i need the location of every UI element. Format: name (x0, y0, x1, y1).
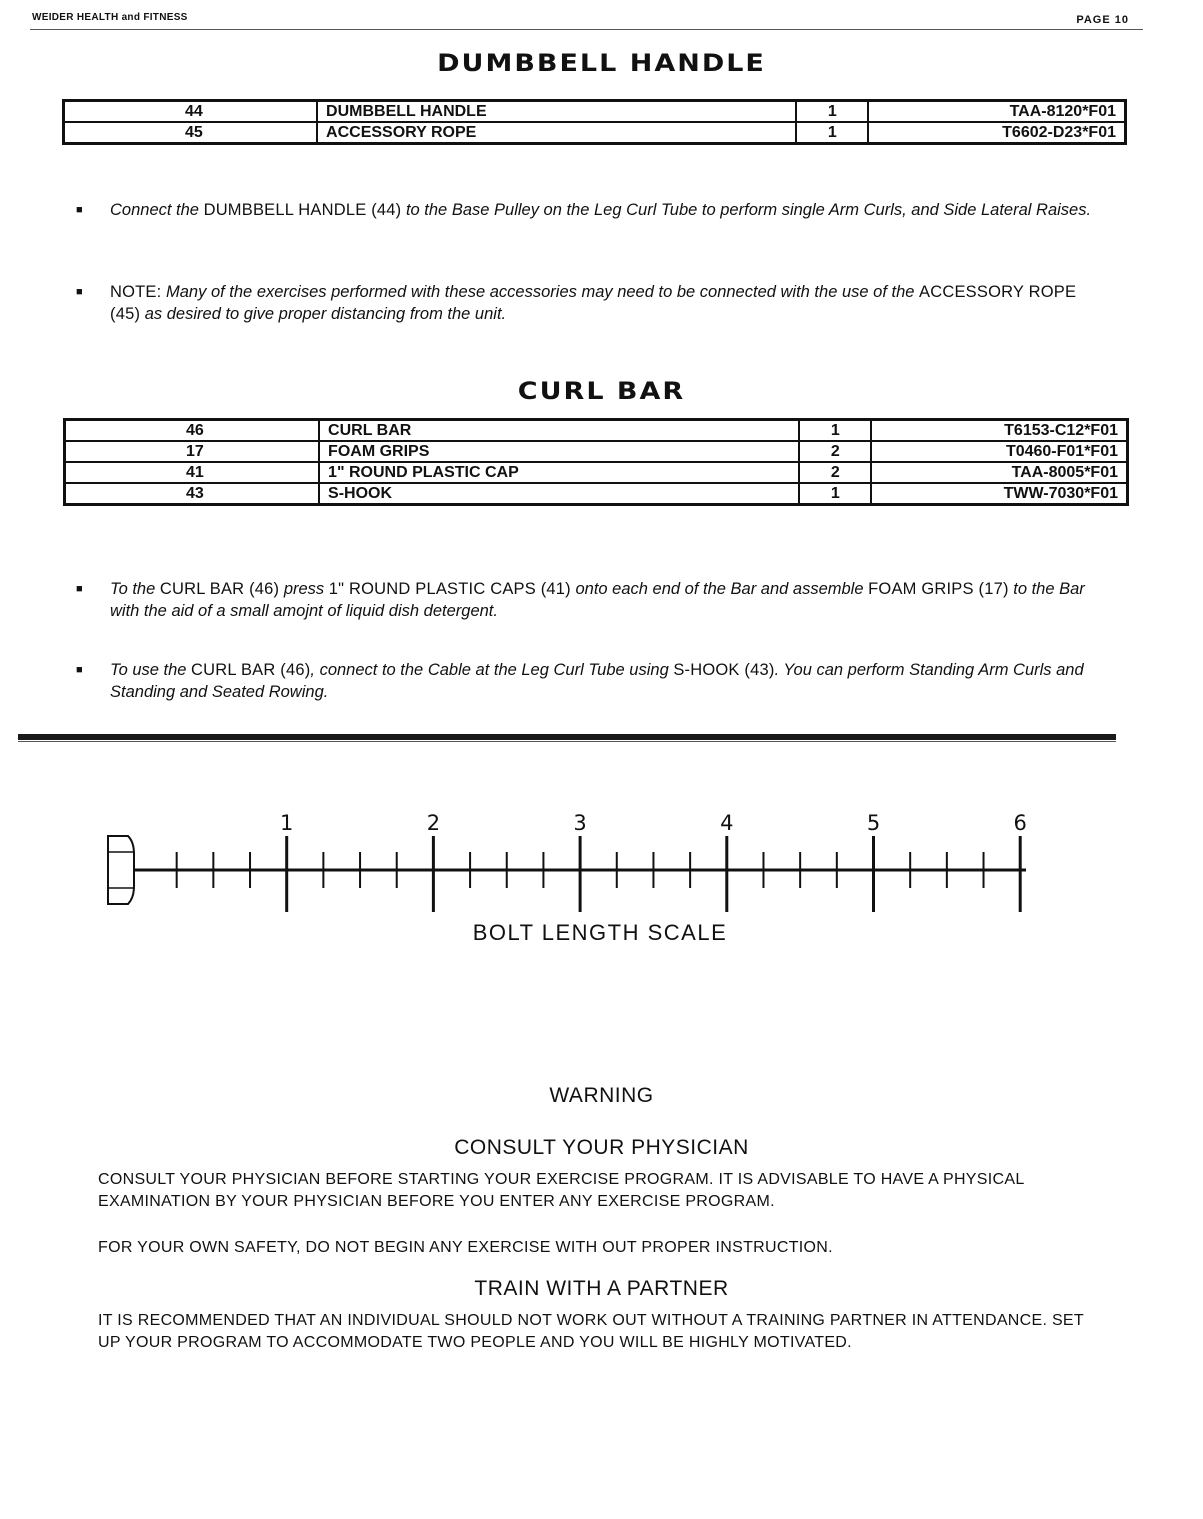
bullet-icon: ■ (76, 204, 83, 216)
instruction-text: , connect to the Cable at the Leg Curl Tube using (310, 661, 669, 679)
instruction-text: to the Bar with the aid of a small amojnt of liquid dish detergent. (110, 580, 1085, 620)
part-qty-cell: 1 (796, 101, 868, 123)
table-row (64, 122, 1126, 144)
part-qty-cell: 2 (799, 441, 871, 462)
part-code-cell: TAA-8120*F01 (868, 101, 1125, 123)
instruction-part-ref: CURL BAR (46) (191, 661, 311, 679)
dumbbell-instruction-1 (76, 199, 1110, 221)
note-label: NOTE: (110, 283, 162, 301)
dumbbell-instruction-2 (76, 281, 1110, 325)
instruction-part-ref: DUMBBELL HANDLE (44) (203, 201, 402, 219)
instruction-part-ref: CURL BAR (46) (159, 580, 280, 598)
table-row (64, 101, 1126, 123)
inch-label: 6 (1013, 811, 1027, 835)
table-row (65, 420, 1128, 442)
table-row (65, 462, 1128, 483)
consult-physician-heading: CONSULT YOUR PHYSICIAN (454, 1136, 749, 1159)
part-name-cell: FOAM GRIPS (319, 441, 799, 462)
instruction-text: Connect the (110, 201, 199, 219)
part-name-cell: 1" ROUND PLASTIC CAP (319, 462, 799, 483)
part-number-cell: 43 (65, 483, 320, 505)
part-name-cell: ACCESSORY ROPE (317, 122, 796, 144)
part-number-cell: 44 (64, 101, 318, 123)
header-page-number: PAGE 10 (1076, 14, 1129, 26)
instruction-part-ref: S-HOOK (43) (673, 661, 775, 679)
inch-label: 2 (426, 811, 441, 835)
part-name-cell: CURL BAR (319, 420, 799, 442)
bolt-scale-label: BOLT LENGTH SCALE (472, 920, 728, 945)
instruction-part-ref: FOAM GRIPS (17) (868, 580, 1009, 598)
section-divider (18, 734, 1116, 740)
part-name-cell: S-HOOK (319, 483, 799, 505)
curlbar-parts-table (63, 418, 1129, 506)
instruction-part-ref: 1" ROUND PLASTIC CAPS (41) (328, 580, 571, 598)
bolt-head-icon (108, 836, 134, 904)
part-code-cell: T6602-D23*F01 (868, 122, 1125, 144)
inch-label: 5 (866, 811, 881, 835)
warning-title: WARNING (549, 1084, 654, 1107)
instruction-text: onto each end of the Bar and assemble (575, 580, 864, 598)
bullet-icon: ■ (76, 664, 83, 676)
instruction-text: Many of the exercises performed with these accessories may need to be connected with the use of the (166, 283, 915, 301)
curlbar-instruction-2 (76, 659, 1110, 703)
instruction-text: To the (110, 580, 156, 598)
consult-physician-paragraph: CONSULT YOUR PHYSICIAN BEFORE STARTING YOUR EXERCISE PROGRAM. IT IS ADVISABLE TO HAVE A PHYSICAL EXAMINATION BY YOUR PHYSICIAN BEFORE YOU ENTER ANY EXERCISE PROGRAM. (98, 1171, 1024, 1210)
instruction-text: . You can perform Standing Arm Curls and Standing and Seated Rowing. (110, 661, 1084, 701)
inch-label: 1 (280, 811, 294, 835)
header-rule (30, 29, 1143, 30)
header-company: WEIDER HEALTH and FITNESS (32, 12, 188, 23)
part-name-cell: DUMBBELL HANDLE (317, 101, 796, 123)
table-row (65, 483, 1128, 505)
dumbbell-parts-table (62, 99, 1127, 145)
safety-paragraph: FOR YOUR OWN SAFETY, DO NOT BEGIN ANY EXERCISE WITH OUT PROPER INSTRUCTION. (98, 1239, 833, 1256)
train-partner-heading: TRAIN WITH A PARTNER (474, 1277, 729, 1300)
part-code-cell: T6153-C12*F01 (871, 420, 1127, 442)
part-qty-cell: 1 (799, 420, 871, 442)
part-qty-cell: 1 (796, 122, 868, 144)
part-number-cell: 17 (65, 441, 320, 462)
curlbar-section-title: CURL BAR (517, 377, 686, 406)
bullet-icon: ■ (76, 286, 83, 298)
curlbar-instruction-1 (76, 578, 1110, 622)
bolt-length-scale (0, 800, 1203, 920)
section-divider-shadow (18, 741, 1116, 742)
table-row (65, 441, 1128, 462)
instruction-text: to the Base Pulley on the Leg Curl Tube to perform single Arm Curls, and Side Lateral Raises. (405, 201, 1092, 219)
part-qty-cell: 1 (799, 483, 871, 505)
inch-label: 3 (573, 811, 587, 835)
part-code-cell: TAA-8005*F01 (871, 462, 1127, 483)
bullet-icon: ■ (76, 583, 83, 595)
instruction-part-ref: ACCESSORY ROPE (45) (110, 283, 1077, 323)
part-qty-cell: 2 (799, 462, 871, 483)
part-code-cell: TWW-7030*F01 (871, 483, 1127, 505)
dumbbell-section-title: DUMBBELL HANDLE (437, 49, 766, 78)
part-number-cell: 46 (65, 420, 320, 442)
part-number-cell: 41 (65, 462, 320, 483)
part-number-cell: 45 (64, 122, 318, 144)
instruction-text: press (283, 580, 325, 598)
inch-label: 4 (720, 811, 734, 835)
instruction-text: To use the (110, 661, 187, 679)
train-partner-paragraph: IT IS RECOMMENDED THAT AN INDIVIDUAL SHOULD NOT WORK OUT WITHOUT A TRAINING PARTNER IN ATTENDANCE. SET UP YOUR PROGRAM TO ACCOMMODATE TWO PEOPLE AND YOU WILL BE HIGHLY MOTIVATED. (98, 1312, 1084, 1351)
part-code-cell: T0460-F01*F01 (871, 441, 1127, 462)
instruction-text: as desired to give proper distancing from the unit. (144, 305, 507, 323)
